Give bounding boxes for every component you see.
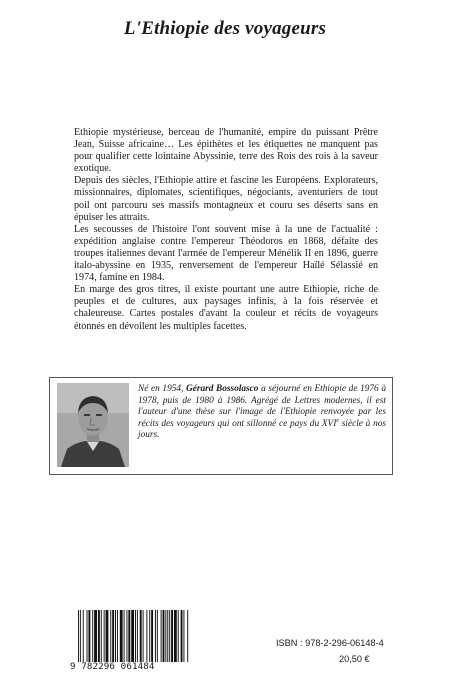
blurb-paragraph: Les secousses de l'histoire l'ont souvent mise à la une de l'actualité : expédition anglaise contre l'empereur Théodoros en 1868, défaite des troupes italiennes devant l'armée de l'empereur Ménélik II en 1896, guerre italo-abyssine en 1935, renversement de l'empereur Haïlé Sélassié en 1974, famine en 1984. bbox=[74, 223, 378, 284]
barcode-bar bbox=[167, 610, 168, 662]
barcode-bar bbox=[80, 610, 81, 662]
blurb-paragraph: Ethiopie mystérieuse, berceau de l'humanité, empire du puissant Prêtre Jean, Suisse africaine… Les épithètes et les étiquettes ne manquent pas pour qualifier cette lointaine Abyssinie, terre des Rois des rois à la saveur exotique. bbox=[74, 127, 378, 175]
barcode-bar bbox=[135, 610, 136, 662]
barcode-bar bbox=[94, 610, 97, 662]
barcode-bar bbox=[120, 610, 123, 662]
author-photo bbox=[57, 383, 129, 467]
barcode-bar bbox=[151, 610, 153, 662]
author-bio bbox=[138, 384, 386, 442]
barcode-bar bbox=[187, 610, 188, 662]
barcode-digits: 9 782296 061484 bbox=[70, 661, 155, 672]
barcode-bar bbox=[104, 610, 105, 662]
barcode-bar bbox=[92, 610, 93, 662]
author-portrait-image bbox=[57, 383, 129, 467]
price-label: 20,50 € bbox=[339, 654, 370, 664]
barcode-bar bbox=[174, 610, 177, 662]
barcode-bar bbox=[161, 610, 162, 662]
barcode-bar bbox=[117, 610, 118, 662]
barcode-bar bbox=[83, 610, 84, 662]
barcode-bar bbox=[128, 610, 130, 662]
bio-end: siècle à nos jours. bbox=[138, 418, 386, 441]
author-name: Gérard Bossolasco bbox=[186, 384, 259, 394]
barcode-bar bbox=[131, 610, 134, 662]
barcode-bar bbox=[137, 610, 138, 662]
barcode-bar bbox=[101, 610, 102, 662]
century-superscript: e bbox=[336, 417, 339, 424]
barcode-bar bbox=[140, 610, 142, 662]
blurb-paragraph: Depuis des siècles, l'Ethiopie attire et fascine les Européens. Explorateurs, missionnaires, diplomates, scientifiques, négociants, aventuriers de tout poil ont parcouru ses massifs montagneux et couru ses déserts sans en épuiser les attraits. bbox=[74, 175, 378, 223]
barcode-bar bbox=[112, 610, 114, 662]
barcode-bar bbox=[155, 610, 156, 662]
book-title: L'Ethiopie des voyageurs bbox=[123, 18, 327, 39]
barcode-bar bbox=[88, 610, 90, 662]
barcode-bar bbox=[171, 610, 173, 662]
barcode-bar bbox=[169, 610, 170, 662]
barcode-bar bbox=[157, 610, 158, 662]
barcode-bar bbox=[115, 610, 116, 662]
barcode-bar bbox=[98, 610, 100, 662]
barcode-bar bbox=[146, 610, 147, 662]
author-box bbox=[49, 377, 393, 475]
barcode-bar bbox=[106, 610, 109, 662]
barcode-bar bbox=[126, 610, 127, 662]
barcode-bar bbox=[110, 610, 111, 662]
bio-body: a séjourné en Ethiopie de 1976 à 1978, puis de 1980 à 1986. Agrégé de Lettres modernes, il est l'auteur d'une thèse sur l'image de l'Ethiopie renvoyée par les récits des voyageurs qui ont sillonné ce pays du XVI bbox=[138, 384, 387, 429]
barcode-bar bbox=[78, 610, 79, 662]
barcode-bar bbox=[183, 610, 184, 662]
bio-intro: Né en 1954, bbox=[138, 384, 187, 394]
barcode-bar bbox=[178, 610, 179, 662]
barcode-bar bbox=[163, 610, 165, 662]
barcode-bar bbox=[149, 610, 150, 662]
barcode-bar bbox=[87, 610, 88, 662]
back-cover-blurb bbox=[74, 127, 378, 333]
barcode-bars bbox=[76, 610, 191, 662]
barcode-bar bbox=[143, 610, 144, 662]
isbn-label: ISBN : 978-2-296-06148-4 bbox=[276, 638, 384, 648]
blurb-paragraph: En marge des gros titres, il existe pourtant une autre Ethiopie, riche de peuples et de cultures, aux paysages infinis, à la fois réservée et chaleureuse. Cartes postales d'avant la couleur et récits de voyageurs étonnés en dévoilent les multiples facettes. bbox=[74, 284, 378, 332]
barcode-bar bbox=[165, 610, 166, 662]
barcode-bar bbox=[124, 610, 125, 662]
barcode-bar bbox=[181, 610, 183, 662]
